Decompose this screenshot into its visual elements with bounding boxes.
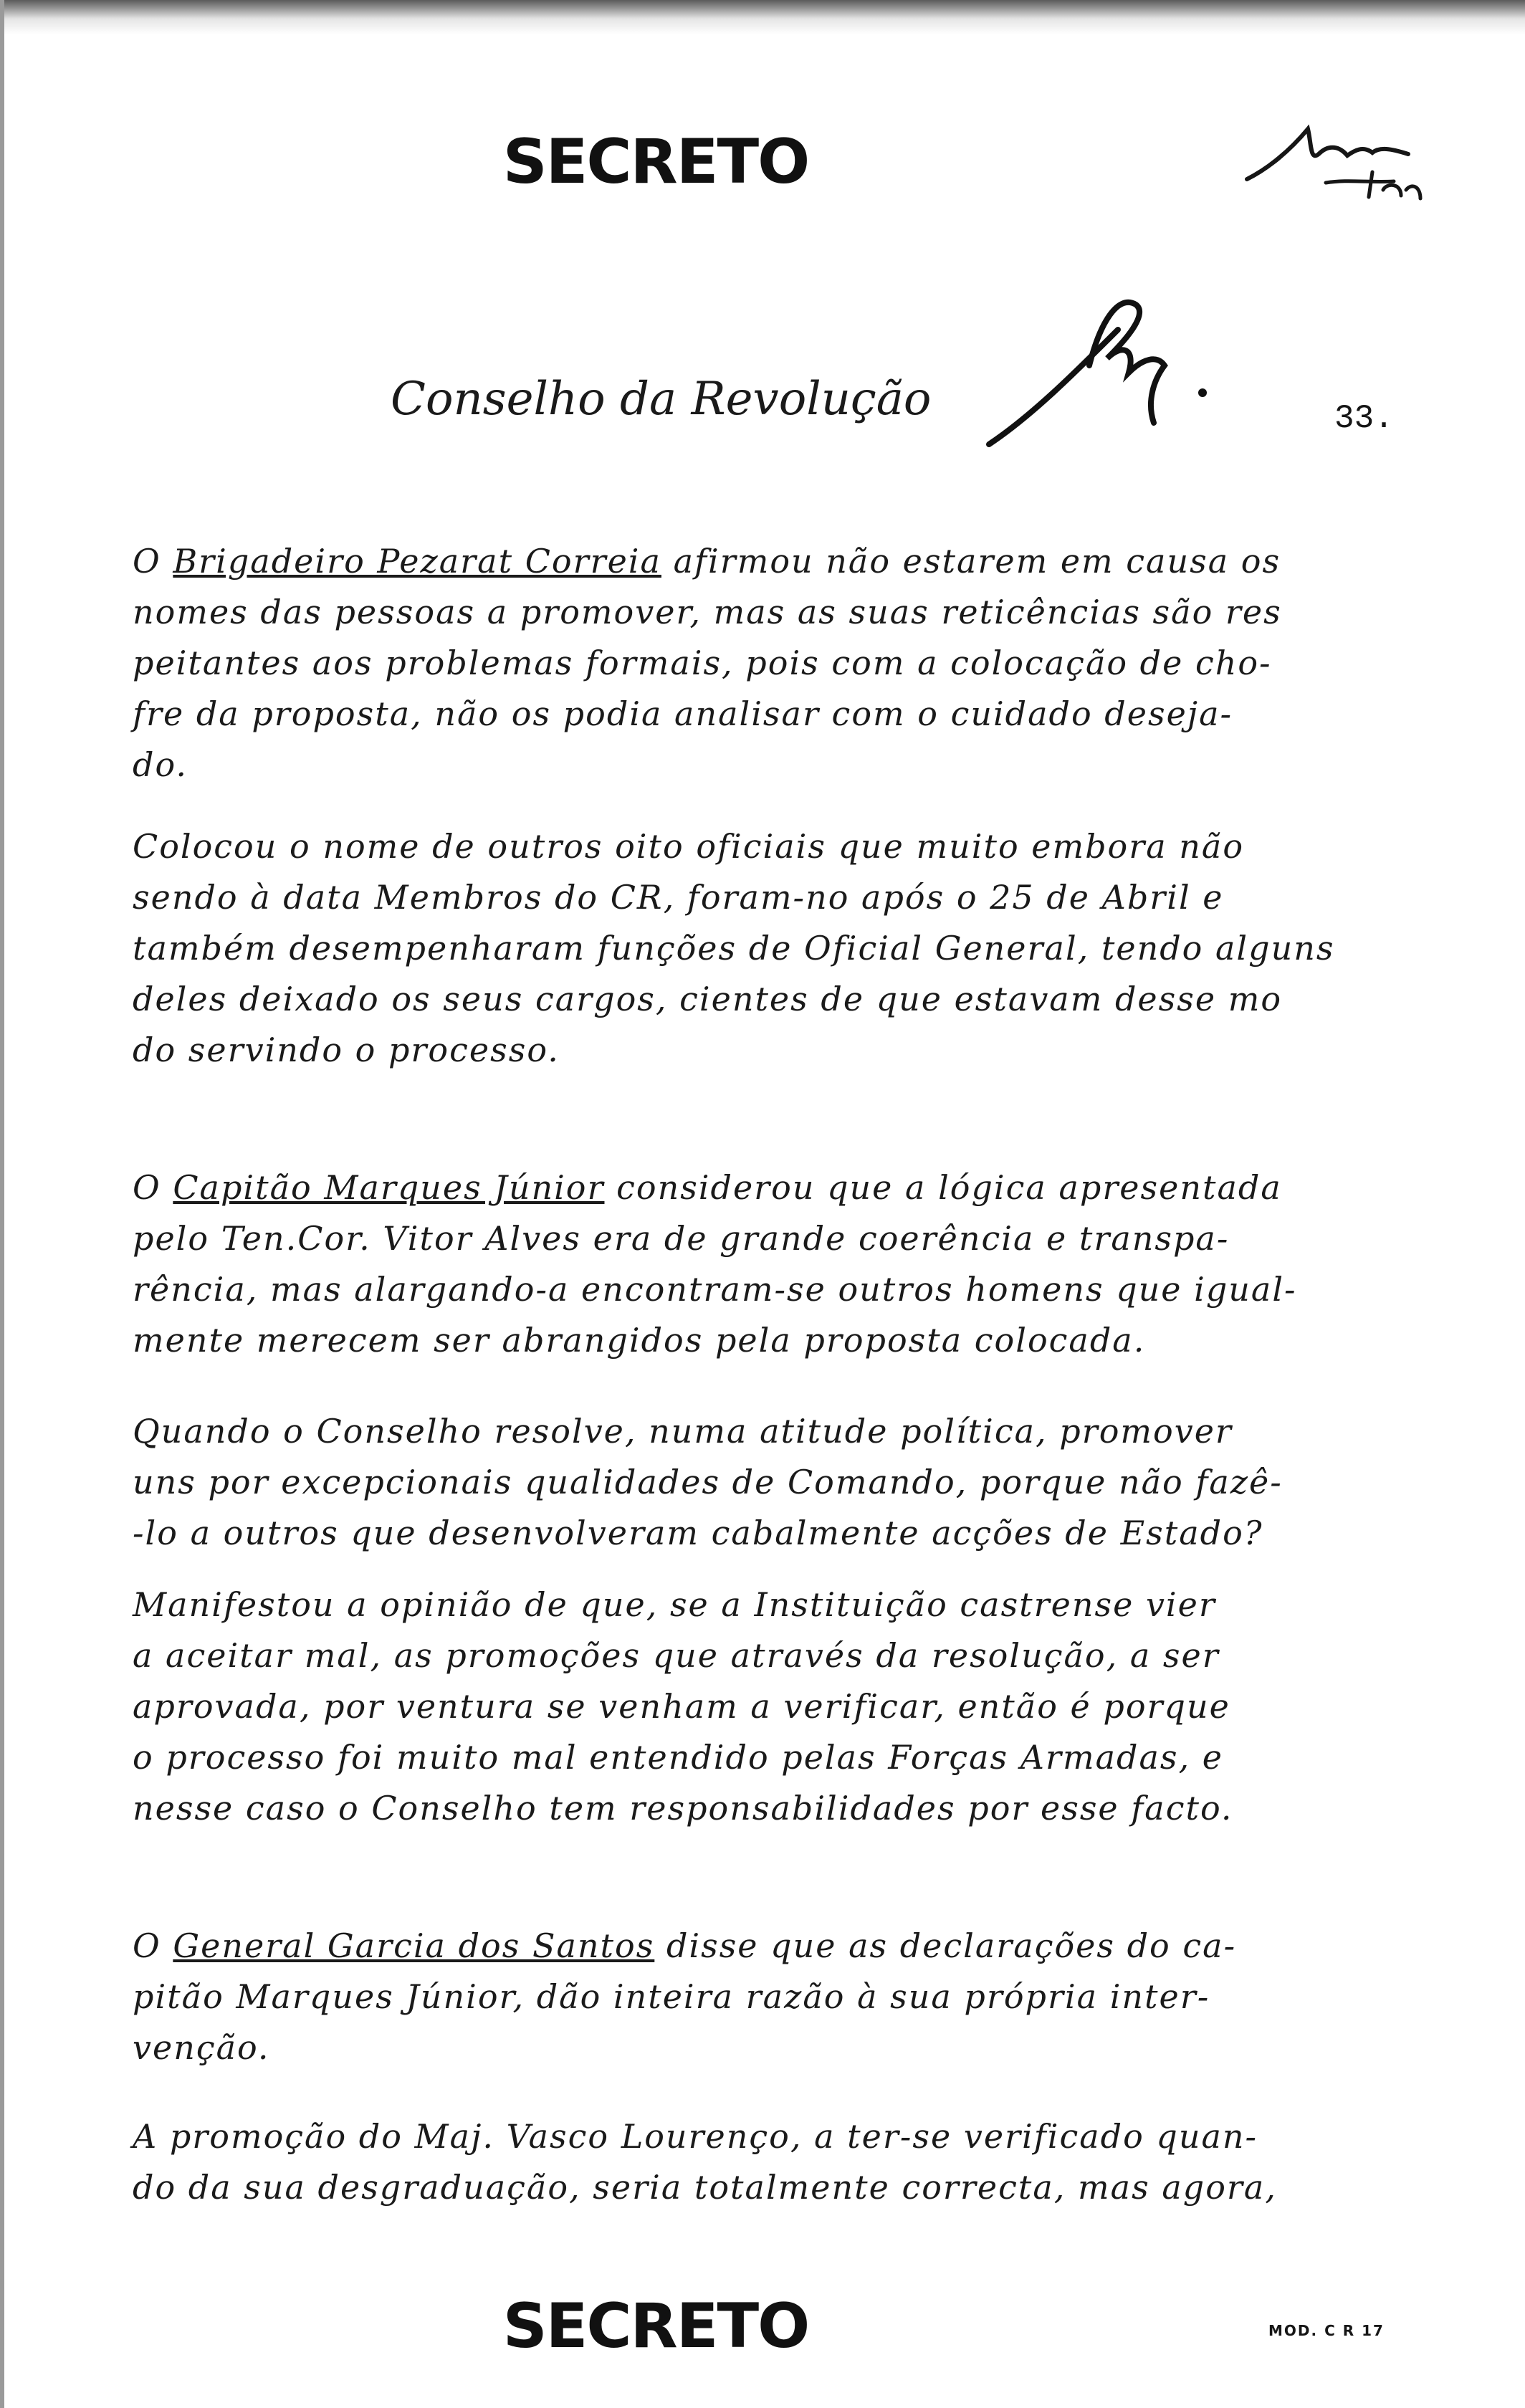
classification-stamp-top: SECRETO [502, 126, 809, 198]
text-line: nesse caso o Conselho tem responsabilidades por esse facto. [133, 1789, 1233, 1828]
text-line: uns por excepcionais qualidades de Comando, porque não fazê- [133, 1463, 1283, 1501]
paragraph-oito-oficiais [133, 821, 1408, 1076]
text-line [133, 536, 1408, 587]
text-line [133, 1162, 1408, 1213]
text-fragment: disse que as declarações do ca- [666, 1926, 1237, 1965]
text-fragment: O [133, 1926, 173, 1965]
text-line: sendo à data Membros do CR, foram-no após o 25 de Abril e [133, 878, 1224, 917]
paragraph-vasco-lourenco [133, 2111, 1408, 2213]
page-number: 33. [1334, 400, 1394, 437]
text-line: mente merecem ser abrangidos pela proposta colocada. [133, 1321, 1146, 1360]
text-fragment: O [133, 542, 173, 580]
text-line [133, 1921, 1408, 1972]
text-line: venção. [133, 2028, 270, 2067]
text-line: -lo a outros que desenvolveram cabalmente acções de Estado? [133, 1514, 1263, 1552]
speaker-name: Capitão Marques Júnior [173, 1168, 605, 1207]
text-line: Quando o Conselho resolve, numa atitude política, promover [133, 1412, 1233, 1451]
text-fragment: O [133, 1168, 173, 1207]
paragraph-instituicao-castrense [133, 1580, 1408, 1834]
handwritten-signature [975, 280, 1218, 466]
text-line: deles deixado os seus cargos, cientes de que estavam desse mo [133, 980, 1283, 1018]
text-line: do da sua desgraduação, seria totalmente correcta, mas agora, [133, 2168, 1277, 2207]
text-line: nomes das pessoas a promover, mas as suas reticências são res [133, 593, 1282, 631]
text-fragment: considerou que a lógica apresentada [616, 1168, 1282, 1207]
text-line: pelo Ten.Cor. Vitor Alves era de grande coerência e transpa- [133, 1219, 1230, 1258]
classification-stamp-bottom: SECRETO [502, 2290, 809, 2362]
paragraph-atitude-politica [133, 1406, 1408, 1559]
text-line: aprovada, por ventura se venham a verificar, então é porque [133, 1687, 1230, 1726]
text-line: Manifestou a opinião de que, se a Instituição castrense vier [133, 1585, 1216, 1624]
speaker-name: General Garcia dos Santos [173, 1926, 655, 1965]
council-letterhead: Conselho da Revolução [391, 373, 932, 426]
form-code: MOD. C R 17 [1268, 2322, 1385, 2339]
text-line: do servindo o processo. [133, 1031, 560, 1069]
text-line: pitão Marques Júnior, dão inteira razão à sua própria inter- [133, 1977, 1210, 2016]
text-line: do. [133, 745, 188, 784]
text-fragment: afirmou não estarem em causa os [673, 542, 1281, 580]
text-line: rência, mas alargando-a encontram-se outros homens que igual- [133, 1270, 1297, 1309]
text-line: Colocou o nome de outros oito oficiais que muito embora não [133, 827, 1245, 866]
paragraph-pezarat-correia [133, 536, 1408, 790]
paragraph-garcia-dos-santos [133, 1921, 1408, 2073]
text-line: a aceitar mal, as promoções que através da resolução, a ser [133, 1636, 1220, 1675]
text-line: peitantes aos problemas formais, pois com a colocação de cho- [133, 644, 1272, 682]
scan-top-edge [0, 0, 1525, 34]
scan-left-edge [0, 0, 4, 2408]
text-line: o processo foi muito mal entendido pelas Forças Armadas, e [133, 1738, 1223, 1777]
text-line: também desempenharam funções de Oficial General, tendo alguns [133, 929, 1335, 968]
text-line: fre da proposta, não os podia analisar com o cuidado deseja- [133, 694, 1233, 733]
paragraph-marques-junior [133, 1162, 1408, 1366]
speaker-name: Brigadeiro Pezarat Correia [173, 542, 661, 580]
text-line: A promoção do Maj. Vasco Lourenço, a ter-se verificado quan- [133, 2117, 1258, 2156]
handwritten-initials [1240, 111, 1426, 211]
